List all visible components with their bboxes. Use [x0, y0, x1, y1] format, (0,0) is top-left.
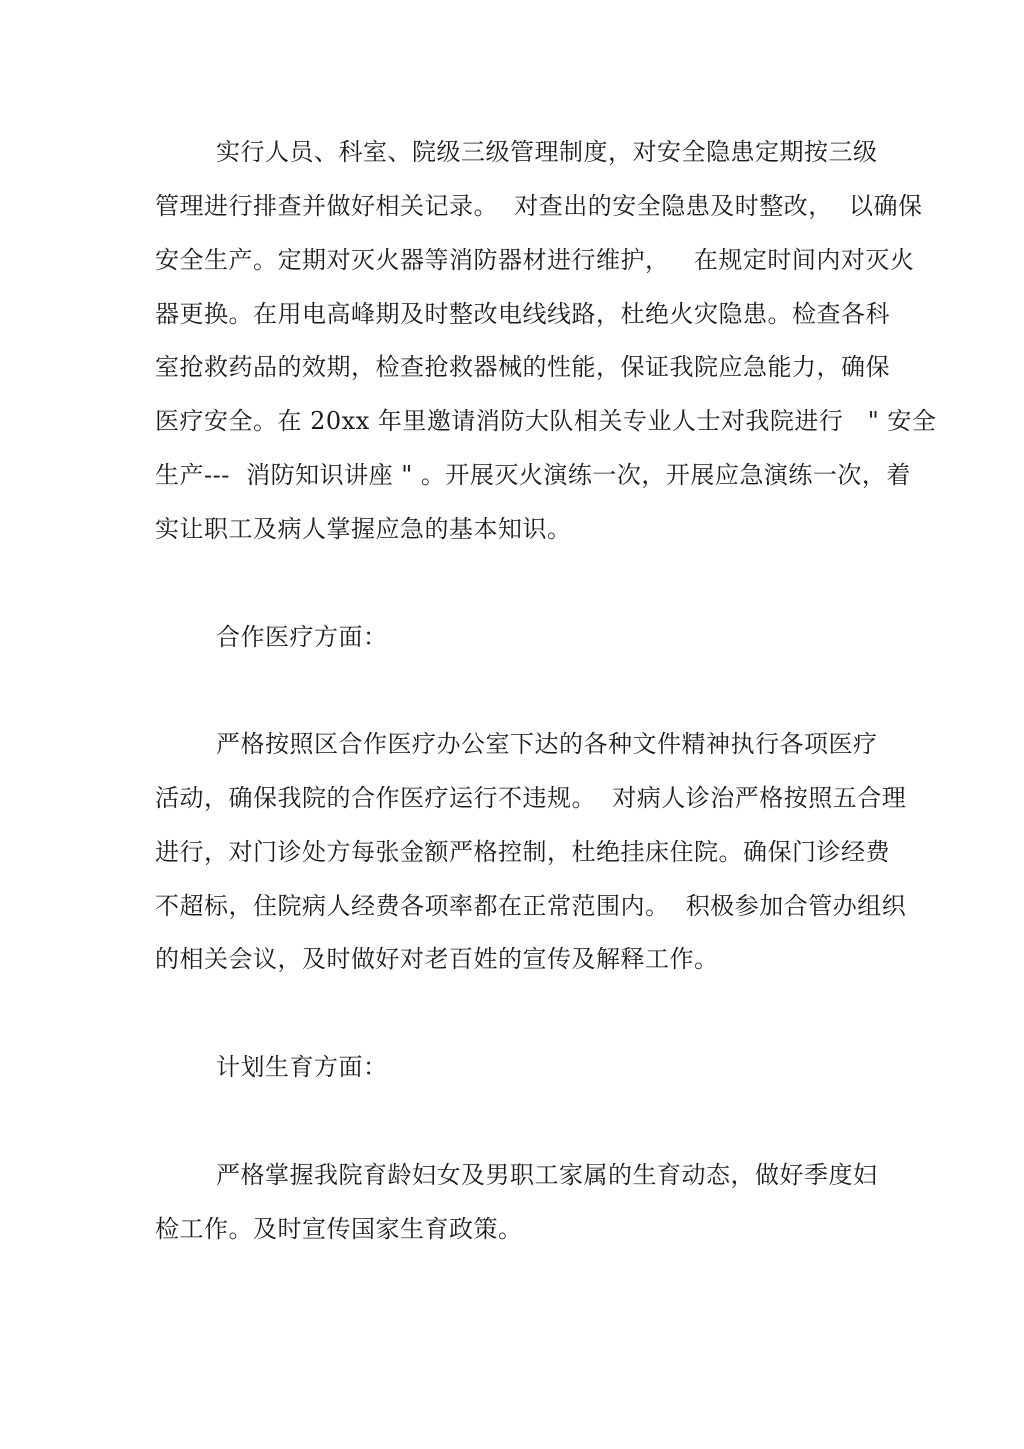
paragraph-line: 医疗安全。在 20xx 年里邀请消防大队相关专业人士对我院进行 " 安全	[155, 407, 937, 435]
paragraph-line: 检工作。及时宣传国家生育政策。	[155, 1215, 523, 1243]
paragraph-line: 严格按照区合作医疗办公室下达的各种文件精神执行各项医疗	[216, 730, 878, 758]
section-heading-family-planning: 计划生育方面：	[216, 1053, 388, 1081]
paragraph-line: 安全生产。定期对灭火器等消防器材进行维护， 在规定时间内对灭火	[155, 246, 915, 274]
paragraph-line: 生产--- 消防知识讲座 " 。开展灭火演练一次，开展应急演练一次，着	[155, 461, 911, 489]
section-heading-cooperative-medical: 合作医疗方面：	[216, 623, 388, 651]
paragraph-line: 器更换。在用电高峰期及时整改电线线路，杜绝火灾隐患。检查各科	[155, 300, 890, 328]
paragraph-line: 的相关会议，及时做好对老百姓的宣传及解释工作。	[155, 945, 719, 973]
paragraph-line: 不超标，住院病人经费各项率都在正常范围内。 积极参加合管办组织	[155, 892, 907, 920]
paragraph-line: 实让职工及病人掌握应急的基本知识。	[155, 515, 572, 543]
paragraph-line: 进行，对门诊处方每张金额严格控制，杜绝挂床住院。确保门诊经费	[155, 838, 890, 866]
paragraph-line: 严格掌握我院育龄妇女及男职工家属的生育动态，做好季度妇	[216, 1161, 878, 1189]
paragraph-line: 管理进行排查并做好相关记录。 对查出的安全隐患及时整改， 以确保	[155, 192, 923, 220]
paragraph-line: 实行人员、科室、院级三级管理制度，对安全隐患定期按三级	[216, 138, 878, 166]
paragraph-line: 活动，确保我院的合作医疗运行不违规。 对病人诊治严格按照五合理	[155, 784, 907, 812]
paragraph-line: 室抢救药品的效期，检查抢救器械的性能，保证我院应急能力，确保	[155, 353, 890, 381]
